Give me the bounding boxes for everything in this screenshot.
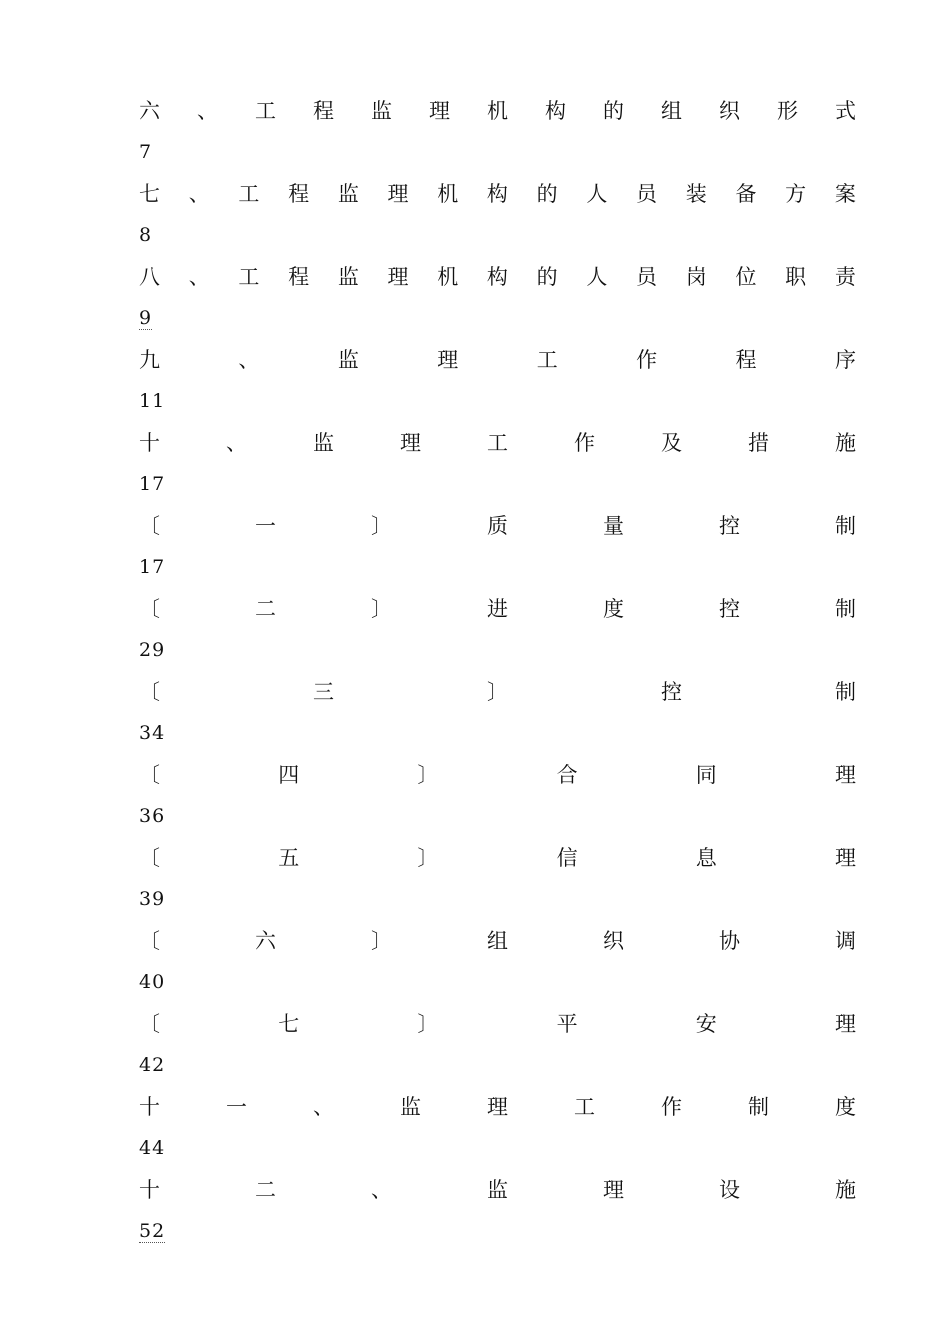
- toc-page-line: [139, 298, 856, 339]
- toc-title-char: 〕: [371, 514, 392, 538]
- toc-page-line: [139, 630, 856, 671]
- toc-title-char: 机: [487, 99, 508, 123]
- toc-title-char: 人: [586, 265, 608, 289]
- toc-title-char: 二: [255, 597, 276, 621]
- toc-page-line: [139, 1128, 856, 1169]
- toc-title-char: 织: [719, 99, 740, 123]
- toc-title-char: 机: [437, 182, 459, 206]
- toc-entry-title: [139, 837, 856, 879]
- toc-page-number[interactable]: 39: [139, 888, 166, 910]
- toc-title-char: 构: [545, 99, 566, 123]
- toc-title-char: 〕: [417, 1012, 439, 1036]
- toc-title-char: 制: [835, 514, 856, 538]
- toc-title-char: 理: [487, 1095, 508, 1119]
- toc-title-char: 工: [255, 99, 276, 123]
- toc-page-line: [139, 713, 856, 754]
- toc-title-char: 岗: [685, 265, 707, 289]
- toc-title-char: 监: [337, 348, 359, 372]
- toc-title-char: 同: [695, 763, 717, 787]
- toc-page-line: [139, 962, 856, 1003]
- toc-entry[interactable]: [139, 339, 856, 422]
- toc-entry-title: [139, 256, 856, 298]
- toc-title-char: 理: [400, 431, 421, 455]
- toc-title-char: 五: [278, 846, 300, 870]
- toc-title-char: 、: [188, 182, 210, 206]
- toc-page-line: [139, 215, 856, 256]
- toc-title-char: 〔: [139, 514, 160, 538]
- toc-title-char: 〕: [371, 597, 392, 621]
- toc-title-char: 施: [835, 1178, 856, 1202]
- toc-title-char: 、: [238, 348, 260, 372]
- toc-title-char: 十: [139, 1095, 160, 1119]
- toc-title-char: 理: [387, 265, 409, 289]
- toc-title-char: 九: [139, 348, 160, 372]
- toc-entry[interactable]: [139, 837, 856, 920]
- toc-title-char: 监: [400, 1095, 421, 1119]
- toc-entry[interactable]: [139, 671, 856, 754]
- toc-entry[interactable]: [139, 1086, 856, 1169]
- toc-title-char: 、: [188, 265, 210, 289]
- toc-title-char: 一: [226, 1095, 247, 1119]
- toc-title-char: 〔: [139, 597, 160, 621]
- toc-title-char: 七: [278, 1012, 300, 1036]
- toc-title-char: 〕: [417, 846, 439, 870]
- toc-entry-title: [139, 754, 856, 796]
- toc-entry[interactable]: [139, 90, 856, 173]
- toc-title-char: 〔: [139, 846, 160, 870]
- toc-title-char: 〔: [139, 1012, 160, 1036]
- toc-title-char: 方: [785, 182, 807, 206]
- toc-title-char: 息: [695, 846, 717, 870]
- toc-title-char: 程: [735, 348, 757, 372]
- toc-entry-title: [139, 173, 856, 215]
- toc-title-char: 一: [255, 514, 276, 538]
- toc-title-char: 组: [487, 929, 508, 953]
- toc-title-char: 监: [337, 182, 359, 206]
- toc-title-char: 理: [437, 348, 459, 372]
- toc-title-char: 构: [486, 182, 508, 206]
- toc-page-number[interactable]: 44: [139, 1137, 166, 1159]
- toc-title-char: 工: [536, 348, 558, 372]
- toc-page-line: [139, 547, 856, 588]
- toc-page-line: [139, 1045, 856, 1086]
- toc-title-char: 工: [238, 265, 260, 289]
- toc-title-char: 理: [603, 1178, 624, 1202]
- toc-title-char: 措: [748, 431, 769, 455]
- toc-entry[interactable]: [139, 422, 856, 505]
- toc-title-char: 式: [835, 99, 856, 123]
- toc-title-char: 安: [695, 1012, 717, 1036]
- toc-title-char: 设: [719, 1178, 740, 1202]
- toc-title-char: 工: [487, 431, 508, 455]
- toc-entry-title: [139, 422, 856, 464]
- toc-page-line: [139, 1211, 856, 1252]
- toc-title-char: 理: [834, 846, 856, 870]
- toc-title-char: 位: [735, 265, 757, 289]
- toc-title-char: 〔: [139, 929, 160, 953]
- toc-title-char: 控: [719, 597, 740, 621]
- toc-title-char: 控: [661, 680, 682, 704]
- toc-title-char: 施: [835, 431, 856, 455]
- toc-entry-title: [139, 671, 856, 713]
- toc-title-char: 程: [288, 265, 310, 289]
- toc-title-char: 理: [387, 182, 409, 206]
- toc-page-number[interactable]: 29: [139, 639, 166, 661]
- toc-title-char: 程: [288, 182, 310, 206]
- toc-page-line: [139, 464, 856, 505]
- toc-title-char: 构: [486, 265, 508, 289]
- toc-title-char: 监: [371, 99, 392, 123]
- toc-title-char: 监: [487, 1178, 508, 1202]
- toc-page-number[interactable]: 52: [139, 1220, 166, 1242]
- toc-entry-title: [139, 1003, 856, 1045]
- toc-page-number[interactable]: 34: [139, 722, 166, 744]
- toc-title-char: 理: [834, 1012, 856, 1036]
- toc-title-char: 质: [487, 514, 508, 538]
- toc-title-char: 序: [834, 348, 856, 372]
- toc-title-char: 制: [835, 680, 856, 704]
- toc-title-char: 工: [238, 182, 260, 206]
- toc-title-char: 度: [835, 1095, 856, 1119]
- toc-title-char: 〕: [417, 763, 439, 787]
- toc-title-char: 十: [139, 1178, 160, 1202]
- toc-title-char: 〔: [139, 763, 160, 787]
- toc-title-char: 作: [574, 431, 595, 455]
- toc-entry[interactable]: [139, 920, 856, 1003]
- toc-title-char: 作: [636, 348, 658, 372]
- toc-title-char: 平: [556, 1012, 578, 1036]
- toc-entry-title: [139, 90, 856, 132]
- toc-page-number[interactable]: 36: [139, 805, 166, 827]
- toc-title-char: 员: [636, 265, 658, 289]
- toc-title-char: 十: [139, 431, 160, 455]
- toc-title-char: 装: [685, 182, 707, 206]
- toc-title-char: 员: [636, 182, 658, 206]
- toc-title-char: 制: [835, 597, 856, 621]
- toc-page-line: [139, 879, 856, 920]
- toc-title-char: 控: [719, 514, 740, 538]
- toc-entry[interactable]: [139, 588, 856, 671]
- toc-title-char: 的: [603, 99, 624, 123]
- toc-page-line: [139, 796, 856, 837]
- toc-title-char: 调: [835, 929, 856, 953]
- toc-title-char: 、: [371, 1178, 392, 1202]
- toc-title-char: 进: [487, 597, 508, 621]
- toc-entry-title: [139, 588, 856, 630]
- toc-page-number[interactable]: 7: [139, 141, 153, 163]
- toc-title-char: 合: [556, 763, 578, 787]
- toc-title-char: 备: [735, 182, 757, 206]
- toc-title-char: 〔: [139, 680, 160, 704]
- toc-title-char: 、: [226, 431, 247, 455]
- toc-entry-title: [139, 920, 856, 962]
- toc-page-number[interactable]: 17: [139, 473, 166, 495]
- toc-title-char: 〕: [487, 680, 508, 704]
- toc-entry-title: [139, 505, 856, 547]
- toc-title-char: 度: [603, 597, 624, 621]
- toc-title-char: 监: [337, 265, 359, 289]
- toc-title-char: 六: [139, 99, 160, 123]
- toc-page-line: [139, 381, 856, 422]
- toc-entry[interactable]: [139, 256, 856, 339]
- toc-entry[interactable]: [139, 505, 856, 588]
- toc-entry[interactable]: [139, 754, 856, 837]
- toc-title-char: 的: [536, 265, 558, 289]
- toc-title-char: 制: [748, 1095, 769, 1119]
- toc-title-char: 及: [661, 431, 682, 455]
- toc-title-char: 形: [777, 99, 798, 123]
- toc-title-char: 六: [255, 929, 276, 953]
- toc-title-char: 理: [429, 99, 450, 123]
- toc-title-char: 协: [719, 929, 740, 953]
- toc-title-char: 作: [661, 1095, 682, 1119]
- toc-title-char: 七: [139, 182, 160, 206]
- toc-title-char: 工: [574, 1095, 595, 1119]
- toc-page-line: [139, 132, 856, 173]
- toc-title-char: 四: [278, 763, 300, 787]
- table-of-contents: [139, 90, 856, 1252]
- toc-entry-title: [139, 1086, 856, 1128]
- toc-title-char: 理: [834, 763, 856, 787]
- toc-entry[interactable]: [139, 1169, 856, 1252]
- toc-title-char: 量: [603, 514, 624, 538]
- toc-title-char: 、: [197, 99, 218, 123]
- toc-entry[interactable]: [139, 1003, 856, 1086]
- toc-page-number[interactable]: 17: [139, 556, 166, 578]
- toc-title-char: 案: [834, 182, 856, 206]
- toc-title-char: 〕: [371, 929, 392, 953]
- toc-title-char: 组: [661, 99, 682, 123]
- toc-title-char: 程: [313, 99, 334, 123]
- toc-entry-title: [139, 1169, 856, 1211]
- toc-title-char: 织: [603, 929, 624, 953]
- toc-page-number[interactable]: 11: [139, 390, 166, 412]
- toc-page-number[interactable]: 42: [139, 1054, 166, 1076]
- toc-title-char: 的: [536, 182, 558, 206]
- toc-title-char: 八: [139, 265, 160, 289]
- toc-title-char: 三: [313, 680, 334, 704]
- toc-title-char: 监: [313, 431, 334, 455]
- toc-page-number[interactable]: 8: [139, 224, 153, 246]
- toc-title-char: 人: [586, 182, 608, 206]
- toc-title-char: 责: [834, 265, 856, 289]
- toc-title-char: 二: [255, 1178, 276, 1202]
- toc-title-char: 、: [313, 1095, 334, 1119]
- toc-entry[interactable]: [139, 173, 856, 256]
- toc-title-char: 机: [437, 265, 459, 289]
- toc-title-char: 职: [785, 265, 807, 289]
- toc-page-number[interactable]: 40: [139, 971, 166, 993]
- toc-entry-title: [139, 339, 856, 381]
- toc-page-number[interactable]: 9: [139, 307, 153, 329]
- toc-title-char: 信: [556, 846, 578, 870]
